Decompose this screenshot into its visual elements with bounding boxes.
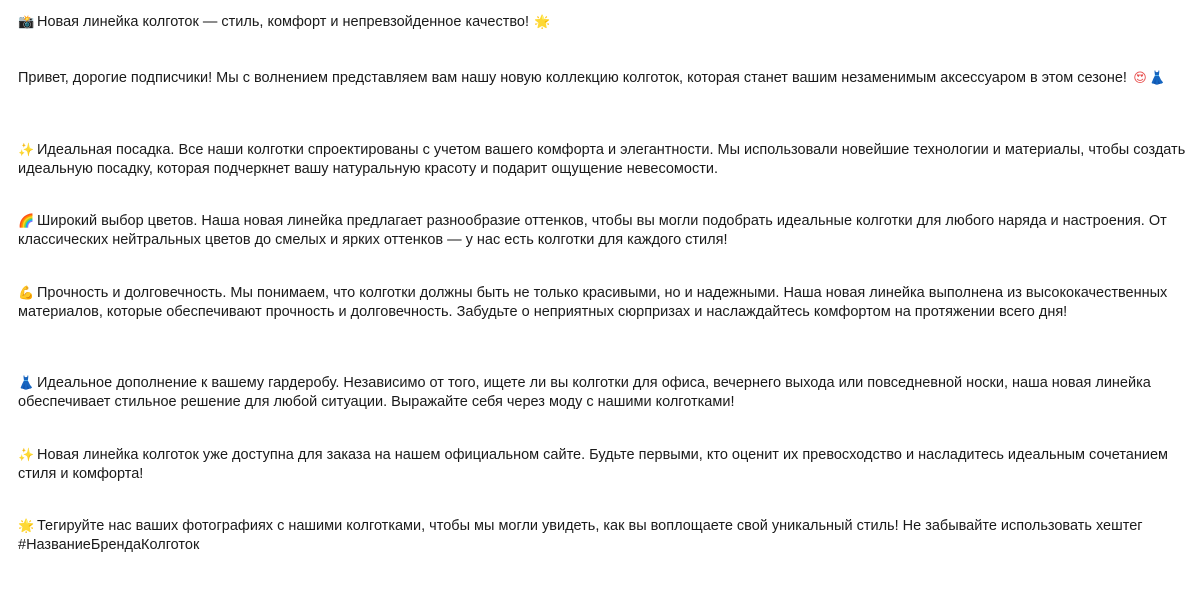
availability-text: Новая линейка колготок уже доступна для заказа на нашем официальном сайте. Будьте первыми, кто оценит их превосходство и насладитесь идеальным сочетанием стиля и комфорта! [18,447,1169,482]
headline-text: Новая линейка колготок — стиль, комфорт и непревзойденное качество! [37,14,530,30]
glowing-star-icon: 🌟 [18,519,35,534]
wardrobe-paragraph [18,374,1193,411]
wardrobe-text: Идеальное дополнение к вашему гардеробу. Независимо от того, ищете ли вы колготки для офиса, вечернего выхода или повседневной носки, наша новая линейка обеспечивает стильное решение для любой ситуации. Выражайте себя через моду с нашими колготками! [18,375,1151,410]
durability-paragraph [18,284,1193,321]
dress-icon: 👗 [18,376,35,391]
sparkles-icon: ✨ [18,448,35,463]
flexed-biceps-icon: 💪 [18,286,35,301]
greeting-paragraph [18,69,1193,88]
fit-paragraph [18,141,1193,178]
dress-icon: 👗 [1148,71,1166,86]
glowing-star-icon: 🌟 [534,15,551,30]
sparkles-icon: ✨ [18,143,35,158]
fit-text: Идеальная посадка. Все наши колготки спроектированы с учетом вашего комфорта и элегантности. Мы использовали новейшие технологии и материалы, чтобы создать идеальную посадку, которая подчеркнет вашу натуральную красоту и подарит ощущение невесомости. [18,142,1186,177]
camera-flash-icon: 📸 [18,15,35,30]
headline-paragraph [18,13,1193,32]
hashtag-paragraph [18,517,1193,554]
durability-text: Прочность и долговечность. Мы понимаем, что колготки должны быть не только красивыми, но и надежными. Наша новая линейка выполнена из высококачественных материалов, которые обеспечивают прочность и долговечность. Забудьте о неприятных сюрпризах и наслаждайтесь комфортом на протяжении всего дня! [18,285,1168,320]
colors-paragraph [18,212,1193,249]
hashtag-text: Тегируйте нас ваших фотографиях с нашими колготками, чтобы мы могли увидеть, как вы воплощаете свой уникальный стиль! Не забывайте использовать хештег #НазваниеБрендаКолготок [18,518,1143,553]
greeting-text: Привет, дорогие подписчики! Мы с волнением представляем вам нашу новую коллекцию колготок, которая станет вашим незаменимым аксессуаром в этом сезоне! [18,70,1127,86]
colors-text: Широкий выбор цветов. Наша новая линейка предлагает разнообразие оттенков, чтобы вы могли подобрать идеальные колготки для любого наряда и настроения. От классических нейтральных цветов до смелых и ярких оттенков — у нас есть колготки для каждого стиля! [18,213,1167,248]
rainbow-icon: 🌈 [18,214,35,229]
heart-eyes-icon: 😍 [1133,71,1147,86]
availability-paragraph [18,446,1193,483]
